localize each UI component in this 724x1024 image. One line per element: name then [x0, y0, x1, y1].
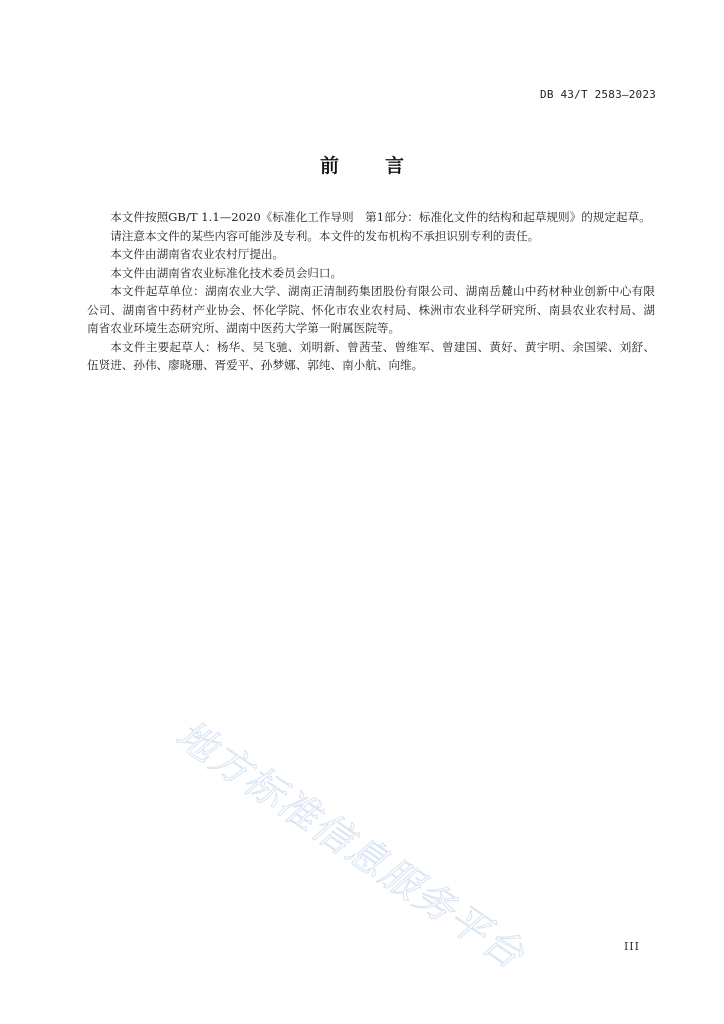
foreword-body [87, 208, 655, 375]
paragraph-patent-notice: 请注意本文件的某些内容可能涉及专利。本文件的发布机构不承担识别专利的责任。 [110, 228, 540, 243]
document-code: DB 43/T 2583—2023 [540, 88, 656, 101]
paragraph-drafters: 本文件主要起草人：杨华、吴飞驰、刘明新、曾茜莹、曾维军、曾建国、黄好、黄宇明、余国梁、刘舒、伍贤进、孙伟、廖晓珊、胥爱平、孙梦娜、郭纯、南小航、向维。 [87, 339, 655, 372]
watermark-text: 地方标准信息服务平台 [167, 712, 533, 979]
paragraph-committee: 本文件由湖南省农业标准化技术委员会归口。 [110, 265, 343, 280]
paragraph-drafting-units: 本文件起草单位：湖南农业大学、湖南正清制药集团股份有限公司、湖南岳麓山中药材种业创新中心有限公司、湖南省中药材产业协会、怀化学院、怀化市农业农村局、株洲市农业科学研究所、南县农业农村局、湖南省农业环境生态研究所、湖南中医药大学第一附属医院等。 [87, 284, 655, 335]
paragraph-proposer: 本文件由湖南省农业农村厅提出。 [110, 247, 285, 261]
paragraph-drafting-basis: 本文件按照GB/T 1.1—2020《标准化工作导则 第1部分：标准化文件的结构和起草规则》的规定起草。 [110, 210, 651, 224]
page-number: III [623, 940, 640, 953]
page-title: 前言 [319, 155, 450, 177]
